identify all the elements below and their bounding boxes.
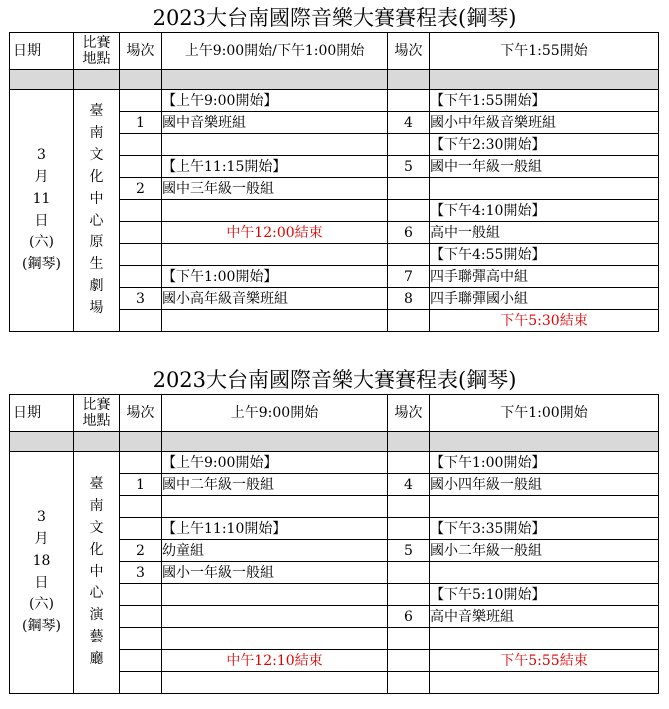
afternoon-event: 四手聯彈高中組 bbox=[430, 266, 659, 288]
morning-event: 【下午1:00開始】 bbox=[162, 266, 388, 288]
venue-line: 場 bbox=[89, 300, 104, 317]
morning-event: 國中音樂班組 bbox=[162, 112, 388, 134]
session-number-pm bbox=[388, 90, 430, 112]
afternoon-event bbox=[430, 628, 659, 650]
date-line: (六) bbox=[29, 596, 54, 613]
session-number-pm bbox=[388, 584, 430, 606]
morning-event bbox=[162, 310, 388, 332]
session-number-am: 3 bbox=[120, 288, 162, 310]
session-number-am: 2 bbox=[120, 540, 162, 562]
session-number-am bbox=[120, 518, 162, 540]
session-number-am bbox=[120, 310, 162, 332]
venue-line: 中 bbox=[89, 563, 104, 580]
venue-line: 化 bbox=[89, 168, 104, 185]
morning-event bbox=[162, 496, 388, 518]
session-header-pm: 場次 bbox=[388, 33, 430, 70]
header-row bbox=[10, 395, 659, 432]
morning-event: 中午12:10結束 bbox=[162, 650, 388, 672]
session-number-am bbox=[120, 200, 162, 222]
session-header-pm: 場次 bbox=[388, 395, 430, 432]
session-number-pm: 5 bbox=[388, 156, 430, 178]
venue-line: 原 bbox=[89, 234, 104, 251]
morning-event: 國小一年級一般組 bbox=[162, 562, 388, 584]
afternoon-event: 【下午4:10開始】 bbox=[430, 200, 659, 222]
session-header-am: 場次 bbox=[120, 33, 162, 70]
session-number-am bbox=[120, 244, 162, 266]
venue-line: 文 bbox=[89, 519, 104, 536]
morning-event bbox=[162, 606, 388, 628]
venue-line: 南 bbox=[89, 497, 104, 514]
session-number-pm bbox=[388, 452, 430, 474]
session-number-am bbox=[120, 266, 162, 288]
date-line: 11 bbox=[32, 190, 51, 207]
venue-header: 比賽 地點 bbox=[74, 33, 120, 70]
afternoon-event: 【下午5:10開始】 bbox=[430, 584, 659, 606]
session-number-pm bbox=[388, 672, 430, 694]
morning-event bbox=[162, 244, 388, 266]
session-number-am bbox=[120, 606, 162, 628]
venue-line: 心 bbox=[89, 212, 104, 229]
venue-line: 臺 bbox=[89, 475, 104, 492]
morning-event: 國中三年級一般組 bbox=[162, 178, 388, 200]
session-number-am: 2 bbox=[120, 178, 162, 200]
venue-line: 生 bbox=[89, 256, 104, 273]
venue-line: 化 bbox=[89, 541, 104, 558]
gray-separator-row bbox=[10, 70, 659, 90]
session-number-am: 3 bbox=[120, 562, 162, 584]
session-number-pm bbox=[388, 244, 430, 266]
venue-line: 藝 bbox=[89, 629, 104, 646]
session-number-am bbox=[120, 496, 162, 518]
morning-event: 【上午9:00開始】 bbox=[162, 452, 388, 474]
session-number-pm bbox=[388, 628, 430, 650]
venue-line: 廳 bbox=[89, 651, 104, 668]
afternoon-event: 【下午3:35開始】 bbox=[430, 518, 659, 540]
morning-event bbox=[162, 134, 388, 156]
venue-line: 心 bbox=[89, 585, 104, 602]
session-number-am bbox=[120, 650, 162, 672]
session-number-am bbox=[120, 90, 162, 112]
afternoon-event: 【下午1:00開始】 bbox=[430, 452, 659, 474]
morning-event bbox=[162, 628, 388, 650]
session-number-pm bbox=[388, 310, 430, 332]
date-cell bbox=[10, 90, 74, 332]
date-line: (六) bbox=[29, 234, 54, 251]
session-number-pm: 6 bbox=[388, 606, 430, 628]
afternoon-header: 下午1:00開始 bbox=[430, 395, 659, 432]
afternoon-event: 高中音樂班組 bbox=[430, 606, 659, 628]
date-line: 日 bbox=[34, 212, 49, 229]
date-header: 日期 bbox=[10, 33, 74, 70]
afternoon-event: 國小四年級一般組 bbox=[430, 474, 659, 496]
afternoon-event: 下午5:55結束 bbox=[430, 650, 659, 672]
session-number-am: 1 bbox=[120, 112, 162, 134]
venue-line: 演 bbox=[89, 607, 104, 624]
schedule-title-1: 2023大台南國際音樂大賽賽程表(鋼琴) bbox=[152, 6, 517, 30]
schedule-table-2 bbox=[9, 394, 659, 694]
session-number-pm bbox=[388, 178, 430, 200]
session-number-pm bbox=[388, 200, 430, 222]
session-number-pm: 7 bbox=[388, 266, 430, 288]
afternoon-event: 【下午1:55開始】 bbox=[430, 90, 659, 112]
session-number-am bbox=[120, 156, 162, 178]
venue-cell bbox=[74, 90, 120, 332]
session-number-am: 1 bbox=[120, 474, 162, 496]
venue-line: 中 bbox=[89, 190, 104, 207]
morning-event bbox=[162, 672, 388, 694]
date-header: 日期 bbox=[10, 395, 74, 432]
session-number-pm bbox=[388, 518, 430, 540]
venue-header: 比賽 地點 bbox=[74, 395, 120, 432]
afternoon-event bbox=[430, 562, 659, 584]
morning-event bbox=[162, 584, 388, 606]
date-line: 月 bbox=[34, 530, 49, 547]
afternoon-header: 下午1:55開始 bbox=[430, 33, 659, 70]
date-line: 3 bbox=[37, 508, 46, 525]
morning-event: 【上午11:15開始】 bbox=[162, 156, 388, 178]
session-number-pm: 6 bbox=[388, 222, 430, 244]
morning-header: 上午9:00開始 bbox=[162, 395, 388, 432]
session-number-am bbox=[120, 672, 162, 694]
session-number-pm bbox=[388, 496, 430, 518]
session-number-pm bbox=[388, 650, 430, 672]
venue-line: 文 bbox=[89, 146, 104, 163]
schedule-table-1 bbox=[9, 32, 659, 332]
date-line: (鋼琴) bbox=[22, 618, 61, 635]
session-number-am bbox=[120, 628, 162, 650]
date-cell bbox=[10, 452, 74, 694]
date-line: 月 bbox=[34, 168, 49, 185]
venue-line: 臺 bbox=[89, 103, 104, 120]
afternoon-event bbox=[430, 672, 659, 694]
header-row bbox=[10, 33, 659, 70]
afternoon-event: 四手聯彈國小組 bbox=[430, 288, 659, 310]
morning-event: 國小高年級音樂班組 bbox=[162, 288, 388, 310]
date-line: 3 bbox=[37, 146, 46, 163]
afternoon-event: 國小二年級一般組 bbox=[430, 540, 659, 562]
venue-line: 南 bbox=[89, 124, 104, 141]
afternoon-event: 高中一般組 bbox=[430, 222, 659, 244]
session-number-pm bbox=[388, 134, 430, 156]
session-number-am bbox=[120, 584, 162, 606]
morning-header: 上午9:00開始/下午1:00開始 bbox=[162, 33, 388, 70]
session-number-pm: 4 bbox=[388, 474, 430, 496]
afternoon-event bbox=[430, 496, 659, 518]
schedule-row bbox=[10, 90, 659, 112]
session-header-am: 場次 bbox=[120, 395, 162, 432]
date-line: 18 bbox=[32, 552, 51, 569]
morning-event: 【上午9:00開始】 bbox=[162, 90, 388, 112]
session-number-pm bbox=[388, 562, 430, 584]
gray-separator-row bbox=[10, 432, 659, 452]
afternoon-event: 【下午4:55開始】 bbox=[430, 244, 659, 266]
schedule-title-2: 2023大台南國際音樂大賽賽程表(鋼琴) bbox=[152, 368, 517, 392]
morning-event: 中午12:00結束 bbox=[162, 222, 388, 244]
morning-event: 【上午11:10開始】 bbox=[162, 518, 388, 540]
venue-line: 劇 bbox=[89, 278, 104, 295]
morning-event: 國中二年級一般組 bbox=[162, 474, 388, 496]
session-number-pm: 5 bbox=[388, 540, 430, 562]
schedule-row bbox=[10, 452, 659, 474]
afternoon-event: 【下午2:30開始】 bbox=[430, 134, 659, 156]
afternoon-event: 下午5:30結束 bbox=[430, 310, 659, 332]
venue-cell bbox=[74, 452, 120, 694]
afternoon-event: 國中一年級一般組 bbox=[430, 156, 659, 178]
date-line: (鋼琴) bbox=[22, 256, 61, 273]
session-number-pm: 8 bbox=[388, 288, 430, 310]
date-line: 日 bbox=[34, 574, 49, 591]
session-number-am bbox=[120, 452, 162, 474]
afternoon-event: 國小中年級音樂班組 bbox=[430, 112, 659, 134]
morning-event: 幼童組 bbox=[162, 540, 388, 562]
session-number-pm: 4 bbox=[388, 112, 430, 134]
session-number-am bbox=[120, 134, 162, 156]
afternoon-event bbox=[430, 178, 659, 200]
morning-event bbox=[162, 200, 388, 222]
session-number-am bbox=[120, 222, 162, 244]
